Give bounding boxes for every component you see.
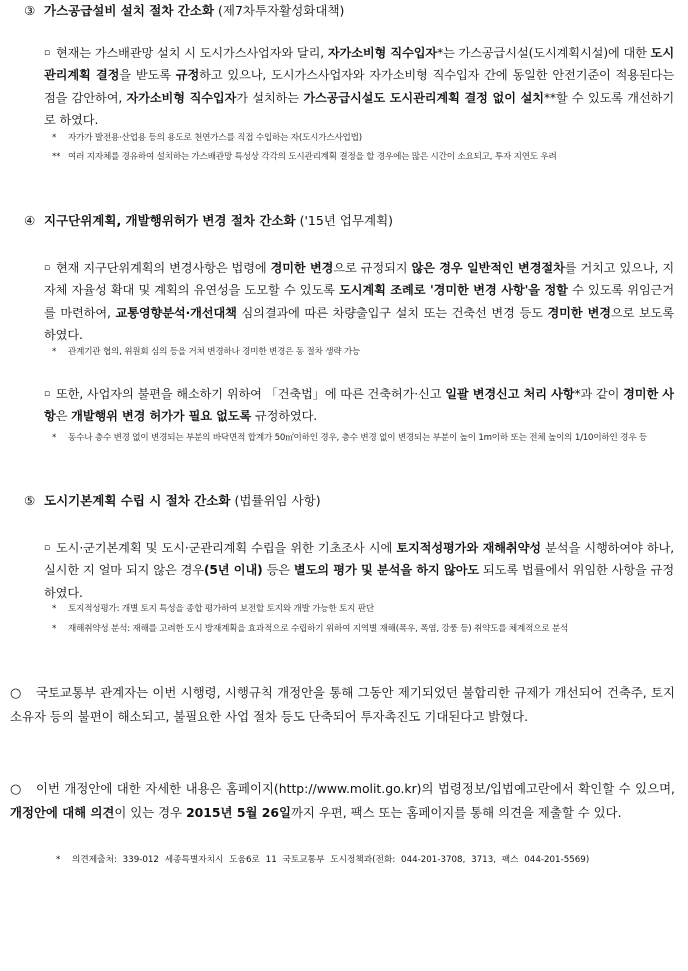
text: 하고 있으나, 도시가스사업자와 자가소비형 직수입자 간에 동일한 안전기준이 적용된다는 점을 감안하여,	[44, 68, 674, 105]
note-marker: *	[52, 433, 57, 443]
text: 를 거치고 있으나, 지자체 자율성 확대 및 계획의 유연성을 도모할 수 있도록	[44, 261, 675, 298]
section-4-note-2	[52, 430, 688, 447]
emphasis: 교통영향분석·개선대책	[115, 305, 237, 320]
emphasis: 않은 경우 일반적인 변경절차	[411, 261, 565, 275]
section-5-note-1	[52, 601, 688, 618]
contact-footnote	[56, 852, 688, 869]
summary-paragraph	[10, 681, 675, 728]
section-title: 지구단위계획, 개발행위허가 변경 절차 간소화	[44, 213, 296, 228]
section-5-paragraph	[44, 537, 674, 604]
section-3-note-2	[52, 149, 688, 166]
text: 규정하였다.	[251, 409, 318, 424]
emphasis: 별도의 평가 및 분석을 하지 않아도	[293, 563, 480, 578]
text: 으로 보도록 하였다.	[44, 305, 674, 343]
emphasis: 경미한 변경	[547, 305, 611, 320]
section-4-note-1	[52, 344, 688, 361]
note-marker: *	[52, 604, 57, 614]
section-source: (법률위임 사항)	[234, 493, 321, 508]
section-3-paragraph	[44, 42, 674, 132]
section-heading-3	[24, 2, 664, 20]
section-heading-5	[24, 492, 664, 510]
text: 까지 우편, 팩스 또는 홈페이지를 통해 의견을 제출할 수 있다.	[290, 805, 622, 820]
text: **할 수 있도록 개선하기로 하였다.	[44, 90, 674, 128]
note-text: 동수나 층수 변경 없이 변경되는 부분의 바닥면적 합계가 50㎡이하인 경우, 층수 변경 없이 변경되는 부분이 높이 1m이하 또는 전체 높이의 1/10이하인 경우 등	[68, 433, 647, 443]
bullet-mark: ▫	[44, 263, 50, 273]
emphasis: 일괄 변경신고 처리 사항	[445, 387, 575, 401]
text: 현재는 가스배관망 설치 시 도시가스사업자와 달리,	[56, 46, 328, 60]
text: 심의결과에 따른 차량출입구 설치 또는 건축선 변경 등도	[236, 305, 548, 320]
section-title: 도시기본계획 수립 시 절차 간소화	[44, 493, 231, 508]
text: *과 같이	[574, 387, 624, 401]
note-marker: **	[52, 152, 61, 162]
note-text: 자가가 발전용·산업용 등의 용도로 천연가스를 직접 수입하는 자(도시가스사업법)	[68, 133, 362, 143]
section-number: ③	[24, 3, 36, 18]
emphasis: 도시계획 조례로 '경미한 변경 사항'을 정할	[339, 283, 568, 298]
text: 분석을 시행하여야 하나, 실시한 지 얼마 되지 않은 경우	[44, 541, 674, 578]
section-source: ('15년 업무계획)	[299, 213, 394, 228]
emphasis: 자가소비형 직수입자	[126, 90, 237, 105]
emphasis: 도시관리계획 결정	[44, 46, 674, 83]
section-heading-4	[24, 212, 664, 230]
bullet-mark: ▫	[44, 543, 50, 553]
text: 으로 규정되지	[333, 261, 412, 275]
circle-bullet: ○	[10, 782, 22, 797]
section-title: 가스공급설비 설치 절차 간소화	[44, 3, 215, 18]
emphasis: 자가소비형 직수입자	[327, 46, 438, 60]
text: 도시·군기본계획 및 도시·군관리계획 수립을 위한 기초조사 시에	[56, 541, 397, 555]
circle-bullet: ○	[10, 686, 22, 701]
note-marker: *	[52, 624, 57, 634]
note-text: 관계기관 협의, 위원회 심의 등을 거쳐 변경하나 경미한 변경은 동 절차 생략 가능	[68, 347, 361, 357]
text: 가 설치하는	[236, 90, 304, 105]
text: 또한, 사업자의 불편을 해소하기 위하여 「건축법」에 따른 건축허가·신고	[56, 387, 446, 401]
section-source: (제7차투자활성화대책)	[218, 3, 345, 18]
text: 되도록 법률에서 위임한 사항을 규정하였다.	[44, 563, 674, 600]
section-5-note-2	[52, 621, 688, 638]
section-4-paragraph-1	[44, 257, 674, 347]
summary-text: 국토교통부 관계자는 이번 시행령, 시행규칙 개정안을 통해 그동안 제기되었던 불합리한 규제가 개선되어 건축주, 토지소유자 등의 불편이 해소되고, 불필요한 사업 절차 등도 단축되어 투자촉진도 기대된다고 밝혔다.	[10, 685, 675, 724]
text: 이 있는 경우	[114, 805, 187, 820]
note-marker: *	[56, 855, 61, 865]
notice-paragraph	[10, 777, 675, 824]
emphasis: 가스공급시설도 도시관리계획 결정 없이 설치	[303, 90, 544, 105]
emphasis: 경미한 변경	[270, 261, 334, 275]
emphasis: 개정안에 대해 의견	[10, 805, 115, 820]
text: 등은	[262, 563, 294, 578]
text: 이번 개정안에 대한 자세한 내용은 홈페이지(http://www.molit.go.kr)의 법령정보/입법예고란에서 확인할 수 있으며,	[36, 781, 675, 796]
text: *는 가스공급시설(도시계획시설)에 대한	[437, 46, 651, 60]
text: 수 있도록 위임근거를 마련하여,	[44, 283, 674, 320]
note-marker: *	[52, 133, 57, 143]
emphasis: 2015년 5월 26일	[186, 805, 291, 820]
text: 은	[55, 409, 72, 424]
section-number: ④	[24, 213, 36, 228]
section-4-paragraph-2	[44, 383, 674, 428]
emphasis: 경미한 사항	[44, 387, 674, 424]
emphasis: 개발행위 변경 허가가 필요 없도록	[71, 409, 252, 424]
text: 을 받도록	[119, 68, 176, 83]
bullet-mark: ▫	[44, 389, 50, 399]
section-number: ⑤	[24, 493, 36, 508]
emphasis: 규정	[175, 68, 200, 83]
footnote-text: 의견제출처: 339-012 세종특별자치시 도움6로 11 국토교통부 도시정책과(전화: 044-201-3708, 3713, 팩스 044-201-5569)	[72, 855, 590, 865]
section-3-note-1	[52, 130, 688, 147]
text: 현재 지구단위계획의 변경사항은 법령에	[56, 261, 271, 275]
note-text: 재해취약성 분석: 재해를 고려한 도시 방재계획을 효과적으로 수립하기 위하여 지역별 재해(폭우, 폭염, 강풍 등) 취약도를 체계적으로 분석	[68, 624, 569, 634]
note-marker: *	[52, 347, 57, 357]
emphasis: 토지적성평가와 재해취약성	[396, 541, 541, 555]
bullet-mark: ▫	[44, 48, 50, 58]
note-text: 토지적성평가: 개별 토지 특성을 종합 평가하여 보전할 토지와 개발 가능한 토지 판단	[68, 604, 374, 614]
emphasis: (5년 이내)	[203, 563, 263, 578]
note-text: 여러 지자체를 경유하여 설치하는 가스배관망 특성상 각각의 도시관리계획 결정을 할 경우에는 많은 시간이 소요되고, 투자 지연도 우려	[68, 152, 557, 162]
